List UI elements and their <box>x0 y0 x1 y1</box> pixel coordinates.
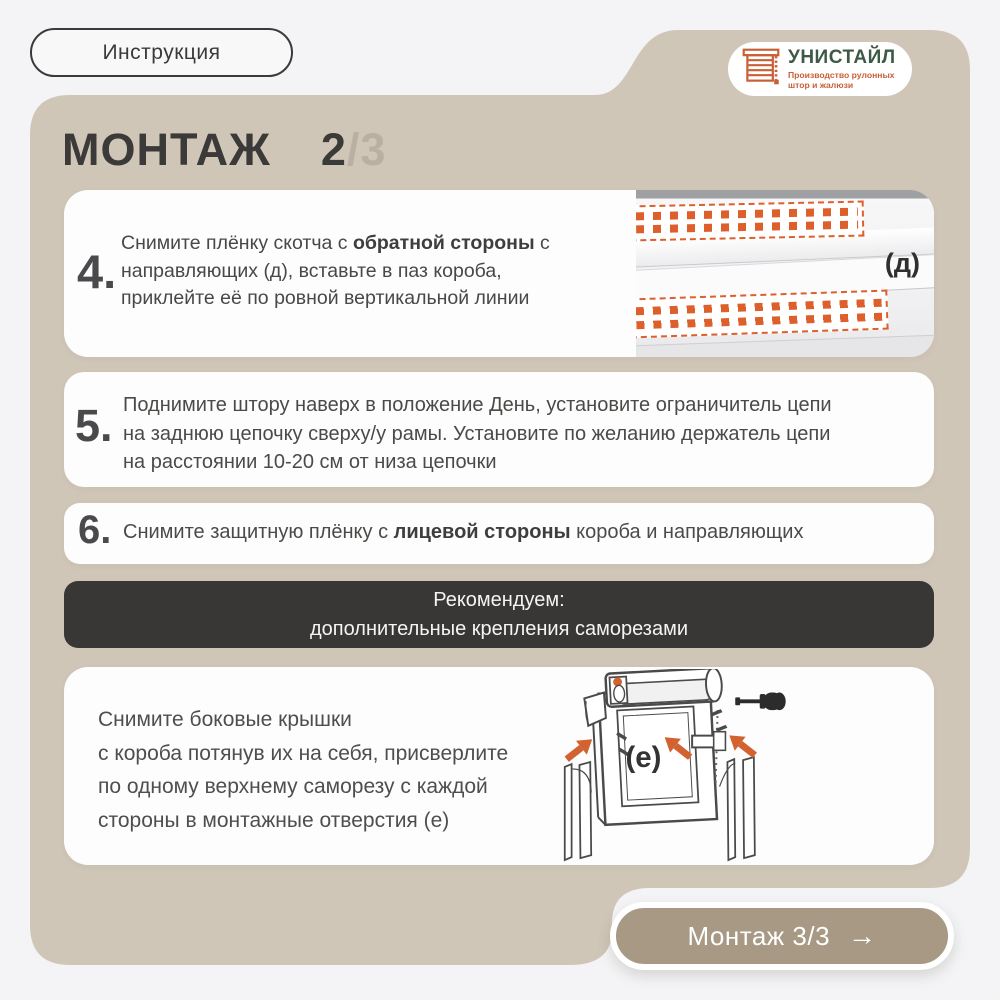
page-title-text: МОНТАЖ <box>62 124 271 175</box>
step-card-6 <box>64 503 934 564</box>
tape-strip-top <box>636 201 864 242</box>
arrow-right-icon: → <box>848 920 877 951</box>
diagram-label-e: (e) <box>625 740 662 774</box>
step-text-5: Поднимите штору наверх в положение День, установите ограничитель цепи на заднюю цепочку сверху/у рамы. Установите по желанию держатель цепи на расстоянии 10-20 см от низа цепочки <box>123 394 832 473</box>
installation-diagram <box>559 669 934 863</box>
page-title <box>62 124 386 176</box>
step-number-5: 5. <box>75 400 113 451</box>
step-text-6: Снимите защитную плёнку с лицевой стороны короба и направляющих <box>123 521 804 543</box>
rail-profile <box>636 334 934 357</box>
brand-logo <box>728 42 912 96</box>
arrow-up-right-icon <box>561 732 597 766</box>
final-step-text: Снимите боковые крышки с короба потянув их на себя, присверлите по одному верхнему саморезу с каждой стороны в монтажные отверстия (е) <box>98 708 509 832</box>
step-number-4: 4. <box>77 245 117 298</box>
brand-subtitle: Производство рулонных штор и жалюзи <box>788 69 895 90</box>
step-card-5 <box>64 372 934 487</box>
brand-name: УНИСТАЙЛ <box>788 46 896 68</box>
blinds-icon <box>741 47 781 92</box>
recommendation-line1: Рекомендуем: <box>433 588 565 611</box>
tape-strip-bottom <box>636 290 889 339</box>
step-text-4: Снимите плёнку скотча с обратной стороны с направляющих (д), вставьте в паз короба, приклейте её по ровной вертикальной линии <box>121 232 550 309</box>
final-step-card <box>64 667 934 865</box>
next-step-button[interactable] <box>610 902 954 970</box>
recommendation-banner <box>64 581 934 648</box>
step-number-6: 6. <box>78 508 112 552</box>
page-counter-current: 2 <box>320 124 347 175</box>
photo-label-d: (д) <box>884 248 920 278</box>
page-counter-total: /3 <box>346 124 387 175</box>
screwdriver-icon <box>735 693 785 711</box>
arrow-up-left-icon <box>724 728 760 762</box>
recommendation-line2: дополнительные крепления саморезами <box>309 617 689 640</box>
next-step-button-label: Монтаж 3/3 <box>687 920 831 951</box>
instruction-badge-label: Инструкция <box>102 40 221 64</box>
instruction-badge <box>30 28 293 77</box>
step-card-4 <box>64 190 934 357</box>
rails-photo <box>636 190 934 357</box>
